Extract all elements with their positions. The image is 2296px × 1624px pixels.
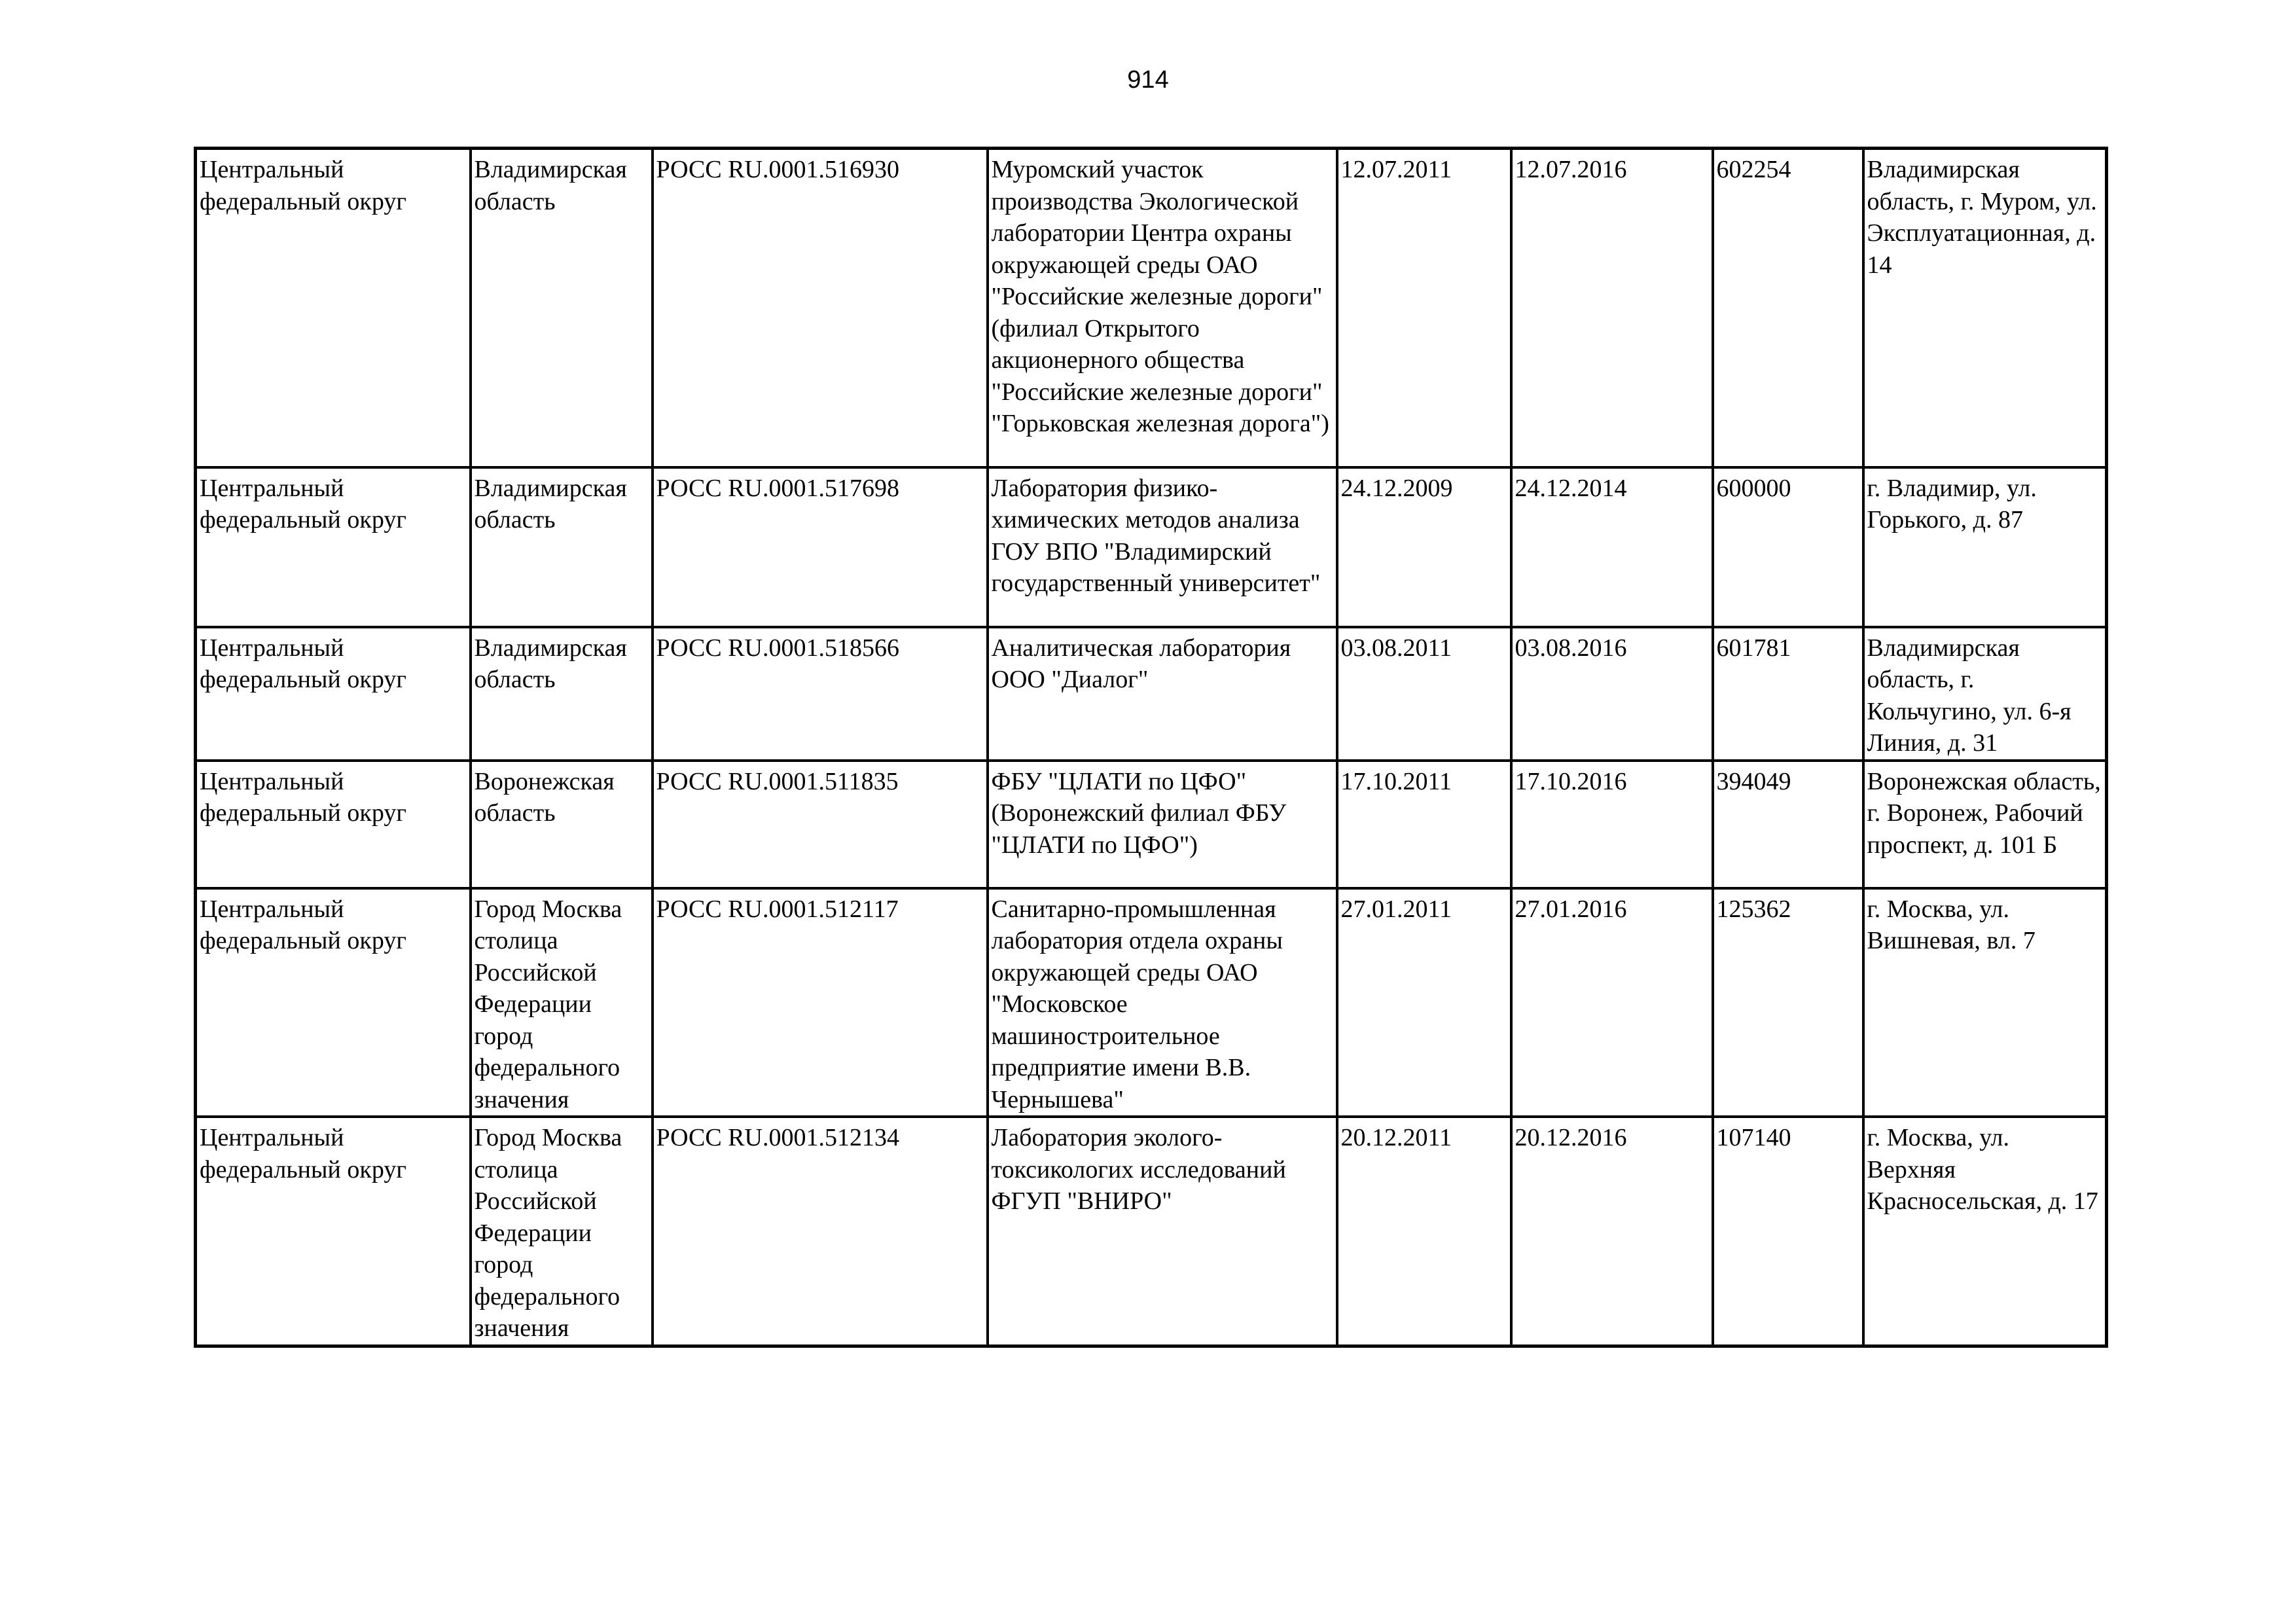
region-cell: Владимирская область [471,467,653,627]
postal-code-cell: 600000 [1713,467,1863,627]
laboratory-registry-table [194,147,2108,1348]
address-cell: г. Москва, ул. Вишневая, вл. 7 [1863,888,2107,1117]
expiry-date-cell: 27.01.2016 [1511,888,1713,1117]
issue-date-cell: 03.08.2011 [1337,627,1511,761]
district-cell: Центральный федеральный округ [196,1117,471,1346]
organization-cell: Лаборатория эколого-токсикологих исследований ФГУП "ВНИРО" [988,1117,1337,1346]
region-cell: Воронежская область [471,761,653,888]
region-cell: Владимирская область [471,149,653,467]
organization-cell: Санитарно-промышленная лаборатория отдела охраны окружающей среды ОАО "Московское машиностроительное предприятие имени В.В. Чернышева" [988,888,1337,1117]
table-row [196,467,2107,627]
address-cell: Владимирская область, г. Муром, ул. Эксплуатационная, д. 14 [1863,149,2107,467]
district-cell: Центральный федеральный округ [196,761,471,888]
expiry-date-cell: 12.07.2016 [1511,149,1713,467]
district-cell: Центральный федеральный округ [196,467,471,627]
issue-date-cell: 12.07.2011 [1337,149,1511,467]
certificate-cell: РОСС RU.0001.511835 [653,761,988,888]
postal-code-cell: 601781 [1713,627,1863,761]
organization-cell: Лаборатория физико-химических методов анализа ГОУ ВПО "Владимирский государственный университет" [988,467,1337,627]
address-cell: г. Москва, ул. Верхняя Красносельская, д. 17 [1863,1117,2107,1346]
region-cell: Город Москва столица Российской Федерации город федерального значения [471,1117,653,1346]
postal-code-cell: 125362 [1713,888,1863,1117]
table-row [196,761,2107,888]
region-cell: Владимирская область [471,627,653,761]
table-row [196,149,2107,467]
address-cell: г. Владимир, ул. Горького, д. 87 [1863,467,2107,627]
expiry-date-cell: 03.08.2016 [1511,627,1713,761]
postal-code-cell: 602254 [1713,149,1863,467]
certificate-cell: РОСС RU.0001.517698 [653,467,988,627]
issue-date-cell: 24.12.2009 [1337,467,1511,627]
page-number: 914 [1127,66,1169,94]
organization-cell: Муромский участок производства Экологической лаборатории Центра охраны окружающей среды ОАО "Российские железные дороги" (филиал Открытого акционерного общества "Российские железные дороги" "Горьковская железная дорога") [988,149,1337,467]
issue-date-cell: 20.12.2011 [1337,1117,1511,1346]
district-cell: Центральный федеральный округ [196,888,471,1117]
table-row [196,627,2107,761]
certificate-cell: РОСС RU.0001.512134 [653,1117,988,1346]
certificate-cell: РОСС RU.0001.512117 [653,888,988,1117]
expiry-date-cell: 24.12.2014 [1511,467,1713,627]
district-cell: Центральный федеральный округ [196,149,471,467]
issue-date-cell: 27.01.2011 [1337,888,1511,1117]
postal-code-cell: 107140 [1713,1117,1863,1346]
organization-cell: Аналитическая лаборатория ООО "Диалог" [988,627,1337,761]
issue-date-cell: 17.10.2011 [1337,761,1511,888]
region-cell: Город Москва столица Российской Федерации город федерального значения [471,888,653,1117]
certificate-cell: РОСС RU.0001.516930 [653,149,988,467]
organization-cell: ФБУ "ЦЛАТИ по ЦФО" (Воронежский филиал ФБУ "ЦЛАТИ по ЦФО") [988,761,1337,888]
district-cell: Центральный федеральный округ [196,627,471,761]
postal-code-cell: 394049 [1713,761,1863,888]
address-cell: Владимирская область, г. Кольчугино, ул. 6-я Линия, д. 31 [1863,627,2107,761]
expiry-date-cell: 17.10.2016 [1511,761,1713,888]
table-row [196,888,2107,1117]
expiry-date-cell: 20.12.2016 [1511,1117,1713,1346]
address-cell: Воронежская область, г. Воронеж, Рабочий проспект, д. 101 Б [1863,761,2107,888]
certificate-cell: РОСС RU.0001.518566 [653,627,988,761]
table-row [196,1117,2107,1346]
